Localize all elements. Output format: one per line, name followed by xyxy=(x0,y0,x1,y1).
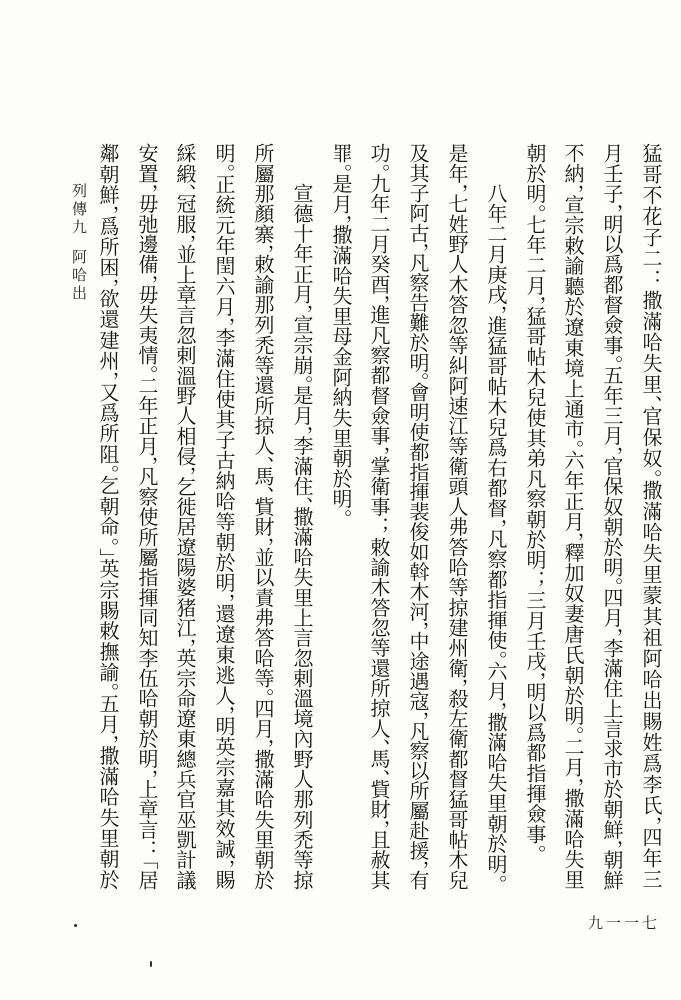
text-column: 是年，七姓野人木答忽等糾阿速江等衛頭人弗答哈等掠建州衛，殺左衛都督猛哥帖木兒 xyxy=(445,143,469,890)
text-column: 猛哥不花子二：撒滿哈失里、官保奴。撒滿哈失里蒙其祖阿哈出賜姓爲李氏，四年三 xyxy=(639,143,663,890)
text-column: 及其子阿古，凡察告難於明。會明使都指揮裴俊如斡木河，中途遇寇，凡察以所屬赴援，有 xyxy=(406,143,430,890)
text-column-indented: 八年二月庚戌，進猛哥帖木兒爲右都督，凡察都指揮使。六月，撒滿哈失里朝於明。 xyxy=(484,183,508,885)
scan-speck xyxy=(150,961,152,967)
text-column: 罪。是月，撒滿哈失里母金阿納失里朝於明。 xyxy=(329,143,353,520)
text-column: 功。九年二月癸酉，進凡察都督僉事，掌衛事；敕諭木答忽等還所掠人、馬、貲財，且赦其 xyxy=(367,143,391,890)
text-column-indented: 宣德十年正月，宣宗崩。是月，李滿住、撒滿哈失里上言忽剌溫境內野人那列禿等掠 xyxy=(290,183,314,890)
text-column: 月壬子，明以爲都督僉事。五年三月，官保奴朝於明。四月，李滿住上言求市於朝鮮，朝鮮 xyxy=(600,143,624,890)
running-head-chapter: 列傳九 xyxy=(70,183,88,237)
text-column: 不納，宣宗敕諭聽於遼東境上通市。六年正月，釋加奴妻唐氏朝於明。二月，撒滿哈失里 xyxy=(561,143,585,890)
text-column: 綵緞、冠服，並上章言忽剌溫野人相侵，乞徙居遼陽婆猪江，英宗命遼東總兵官巫凱計議 xyxy=(173,143,197,890)
text-column: 安置，毋弛邊備，毋失夷情。二年正月，凡察使所屬指揮同知李伍哈朝於明，上章言：「居 xyxy=(135,143,159,890)
running-head-subject: 阿哈出 xyxy=(70,249,88,303)
page-number: 九一一七 xyxy=(588,914,661,932)
text-column: 明。正統元年閏六月，李滿住使其子古納哈等朝於明，還遼東逃人，明英宗嘉其效誠，賜 xyxy=(212,143,236,890)
running-head xyxy=(68,183,90,303)
scan-speck xyxy=(74,924,77,927)
text-column: 所屬那顏寨，敕諭那列禿等還所掠人、馬、貲財，並以責弗答哈等。四月，撒滿哈失里朝於 xyxy=(251,143,275,890)
text-column: 鄰朝鮮，爲所困，欲還建州，又爲所阻。乞朝命。」英宗賜敕撫諭。五月，撒滿哈失里朝於 xyxy=(96,143,120,890)
text-column: 朝於明。七年二月，猛哥帖木兒使其弟凡察朝於明；三月壬戌，明以爲都指揮僉事。 xyxy=(523,143,547,855)
